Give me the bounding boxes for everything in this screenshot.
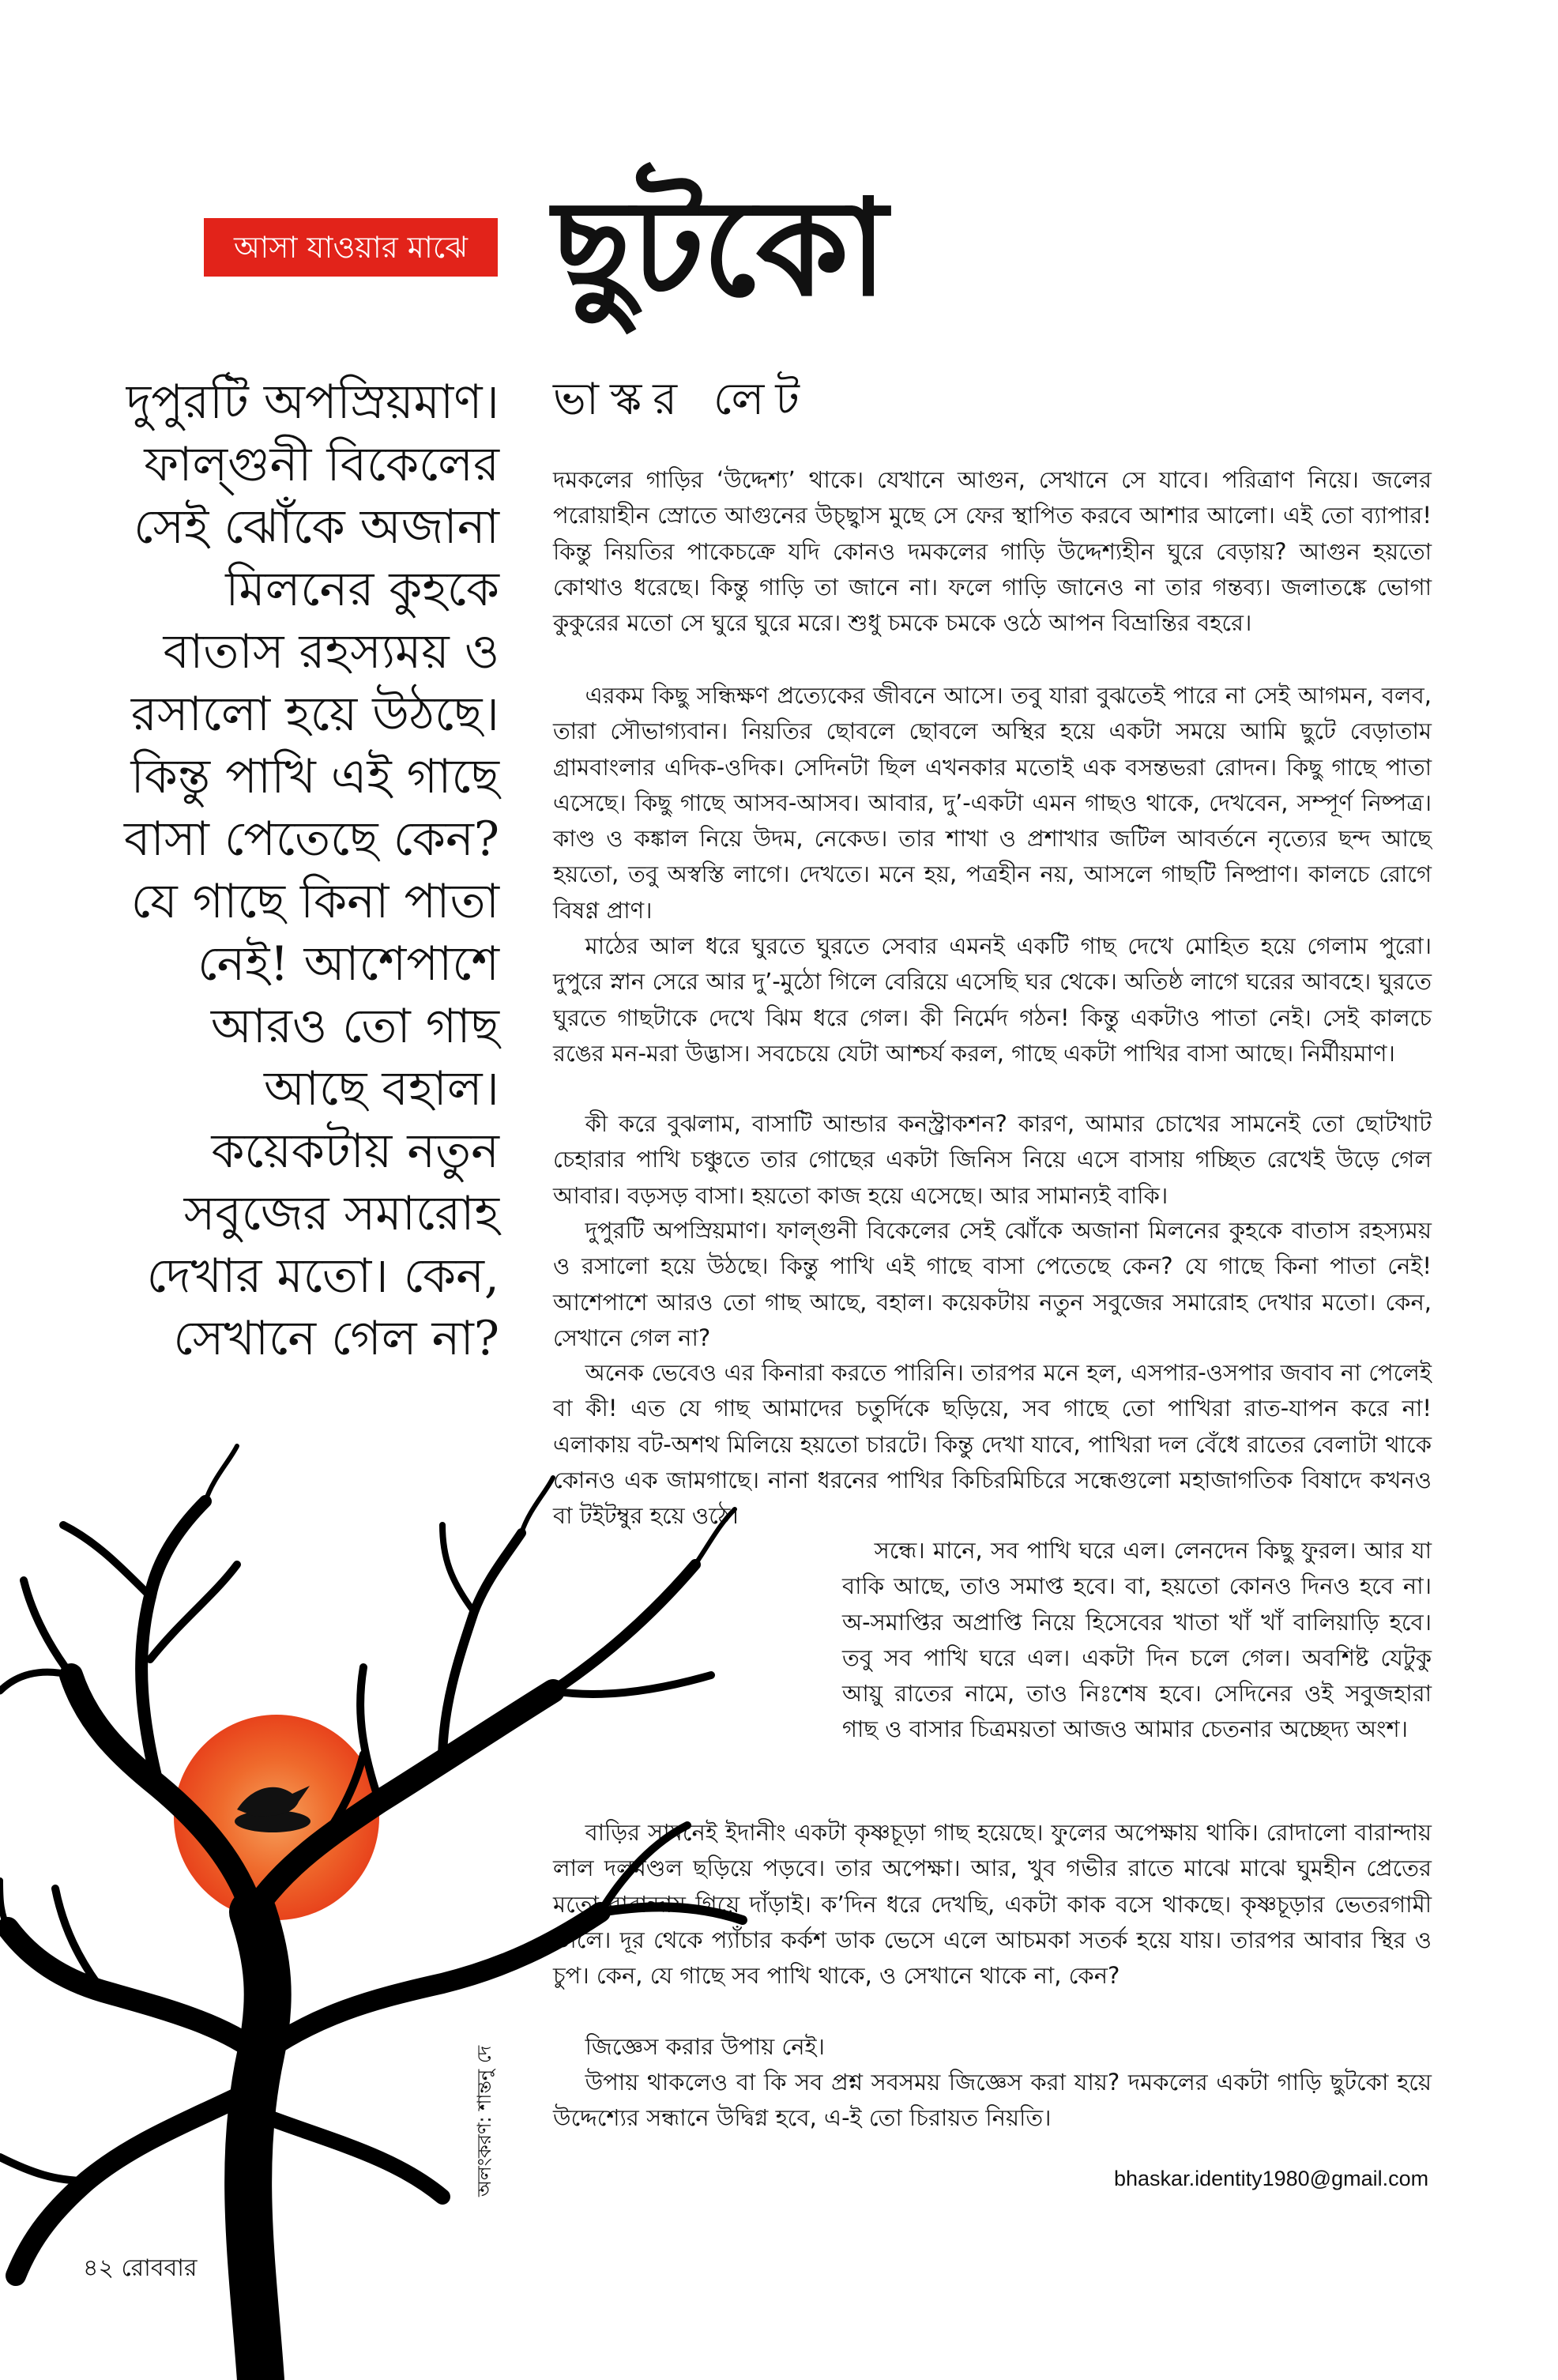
paragraph: বাড়ির সামনেই ইদানীং একটা কৃষ্ণচূড়া গাছ হয়েছে। ফুলের অপেক্ষায় থাকি। রোদালো বারান্দায় লাল দলমণ্ডল ছড়িয়ে পড়বে। তার অপেক্ষা। আর, খুব গভীর রাতে মাঝে মাঝে ঘুমহীন প্রেতের মতো বারান্দায় গিয়ে দাঁড়াই। ক’দিন ধরে দেখছি, একটা কাক বসে থাকছে। কৃষ্ণচূড়ার ভেতরগামী ডালে। দূর থেকে প্যাঁচার কর্কশ ডাক ভেসে এলে আচমকা সতর্ক হয়ে যায়। তারপর আবার স্থির ও চুপ। কেন, যে গাছে সব পাখি থাকে, ও সেখানে থাকে না, কেন?	[553, 1819, 1432, 1990]
article-title: ছুটকো	[553, 171, 886, 326]
paragraph: দুপুরটি অপস্রিয়মাণ। ফাল্গুনী বিকেলের সেই ঝোঁকে অজানা মিলনের কুহকে বাতাস রহস্যময় ও রসালো হয়ে উঠছে। কিন্তু পাখি এই গাছে বাসা পেতেছে কেন? যে গাছে কিনা পাতা নেই! আশেপাশে আরও তো গাছ আছে, বহাল। কয়েকটায় নতুন সবুজের সমারোহ দেখার মতো। কেন, সেখানে গেল না?	[553, 1217, 1432, 1351]
author-email: bhaskar.identity1980@gmail.com	[1114, 2167, 1429, 2190]
author-name: ভাস্কর লেট	[553, 374, 811, 425]
paragraph: সন্ধে। মানে, সব পাখি ঘরে এল। লেনদেন কিছু ফুরল। আর যা বাকি আছে, তাও সমাপ্ত হবে। বা, হয়তো কোনও দিনও হবে না। অ-সমাপ্তির অপ্রাপ্তি নিয়ে হিসেবের খাতা খাঁ খাঁ বালিয়াড়ি হবে। তবু সব পাখি ঘরে এল। একটা দিন চলে গেল। অবশিষ্ট যেটুকু আয়ু রাতের নামে, তাও নিঃশেষ হবে। সেদিনের ওই সবুজহারা গাছ ও বাসার চিত্রময়তা আজও আমার চেতনার অচ্ছেদ্য অংশ।	[842, 1537, 1432, 1743]
page-footer: ৪২ রোববার	[83, 2254, 198, 2282]
tree-shape	[0, 1446, 743, 2380]
paragraph: কী করে বুঝলাম, বাসাটি আন্ডার কনস্ট্রাকশন? কারণ, আমার চোখের সামনেই তো ছোটখাট চেহারার পাখি চঞ্চুতে তার গোছের একটা জিনিস নিয়ে এসে বাসায় গচ্ছিত রেখেই উড়ে গেল আবার। বড়সড় বাসা। হয়তো কাজ হয়ে এসেছে। আর সামান্যই বাকি।	[553, 1110, 1432, 1209]
paragraph: অনেক ভেবেও এর কিনারা করতে পারিনি। তারপর মনে হল, এসপার-ওসপার জবাব না পেলেই বা কী! এত যে গাছ আমাদের চতুর্দিকে ছড়িয়ে, সব গাছে তো পাখিরা রাত-যাপন করে না! এলাকায় বট-অশথ মিলিয়ে হয়তো চারটে। কিন্তু দেখা যাবে, পাখিরা দল বেঁধে রাতের বেলাটা থাকে কোনও এক জামগাছে। নানা ধরনের পাখির কিচিরমিচিরে সন্ধেগুলো মহাজাগতিক বিষাদে কখনও বা টইটম্বুর হয়ে ওঠে।	[553, 1359, 1432, 1530]
paragraph: উপায় থাকলেও বা কি সব প্রশ্ন সবসময় জিজ্ঞেস করা যায়? দমকলের একটা গাড়ি ছুটকো হয়ে উদ্দেশ্যের সন্ধানে উদ্বিগ্ন হবে, এ-ই তো চিরায়ত নিয়তি।	[553, 2069, 1432, 2132]
pull-quote: দুপুরটি অপস্রিয়মাণ। ফাল্গুনী বিকেলের সেই ঝোঁকে অজানা মিলনের কুহকে বাতাস রহস্যময় ও রসালো হয়ে উঠছে। কিন্তু পাখি এই গাছে বাসা পেতেছে কেন? যে গাছে কিনা পাতা নেই! আশেপাশে আরও তো গাছ আছে বহাল। কয়েকটায় নতুন সবুজের সমারোহ দেখার মতো। কেন, সেখানে গেল না?	[124, 375, 499, 1366]
illustration-credit: অলংকরণ: শান্তনু দে	[473, 2045, 495, 2197]
paragraph: মাঠের আল ধরে ঘুরতে ঘুরতে সেবার এমনই একটি গাছ দেখে মোহিত হয়ে গেলাম পুরো। দুপুরে স্নান সেরে আর দু’-মুঠো গিলে বেরিয়ে এসেছি ঘর থেকে। অতিষ্ঠ লাগে ঘরের আবহে। ঘুরতে ঘুরতে গাছটাকে দেখে ঝিম ধরে গেল। কী নির্মেদ গঠন! কিন্তু একটাও পাতা নেই। সেই কালচে রঙের মন-মরা উদ্ভাস। সবচেয়ে যেটা আশ্চর্য করল, গাছে একটা পাখির বাসা আছে। নির্মীয়মাণ।	[553, 932, 1432, 1067]
paragraph: এরকম কিছু সন্ধিক্ষণ প্রত্যেকের জীবনে আসে। তবু যারা বুঝতেই পারে না সেই আগমন, বলব, তারা সৌভাগ্যবান। নিয়তির ছোবলে ছোবলে অস্থির হয়ে একটা সময়ে আমি ছুটে বেড়াতাম গ্রামবাংলার এদিক-ওদিক। সেদিনটা ছিল এখনকার মতোই এক বসন্তভরা রোদন। কিছু গাছে পাতা এসেছে। কিছু গাছে আসব-আসব। আবার, দু’-একটা এমন গাছও থাকে, দেখবেন, সম্পূর্ণ নিষ্পত্র। কাণ্ড ও কঙ্কাল নিয়ে উদম, নেকেড। তার শাখা ও প্রশাখার জটিল আবর্তনে নৃত্যের ছন্দ আছে হয়তো, তবু অস্বস্তি লাগে। দেখতে। মনে হয়, পত্রহীন নয়, আসলে গাছটি নিষ্প্রাণ। কালচে রোগে বিষণ্ণ প্রাণ।	[553, 682, 1432, 924]
paragraph: দমকলের গাড়ির ‘উদ্দেশ্য’ থাকে। যেখানে আগুন, সেখানে সে যাবে। পরিত্রাণ নিয়ে। জলের পরোয়াহীন স্রোতে আগুনের উচ্ছ্বাস মুছে সে ফের স্থাপিত করবে আশার আলো। এই তো ব্যাপার! কিন্তু নিয়তির পাকেচক্রে যদি কোনও দমকলের গাড়ি উদ্দেশ্যহীন ঘুরে বেড়ায়? আগুন হয়তো কোথাও ধরেছে। কিন্তু গাড়ি তা জানে না। ফলে গাড়ি জানেও না তার গন্তব্য। জলাতঙ্কে ভোগা কুকুরের মতো সে ঘুরে ঘুরে মরে। শুধু চমকে চমকে ওঠে আপন বিভ্রান্তির বহরে।	[553, 466, 1432, 637]
section-label: আসা যাওয়ার মাঝে	[204, 218, 498, 277]
tree-illustration	[0, 1359, 837, 2380]
paragraph: জিজ্ঞেস করার উপায় নেই।	[585, 2033, 825, 2060]
